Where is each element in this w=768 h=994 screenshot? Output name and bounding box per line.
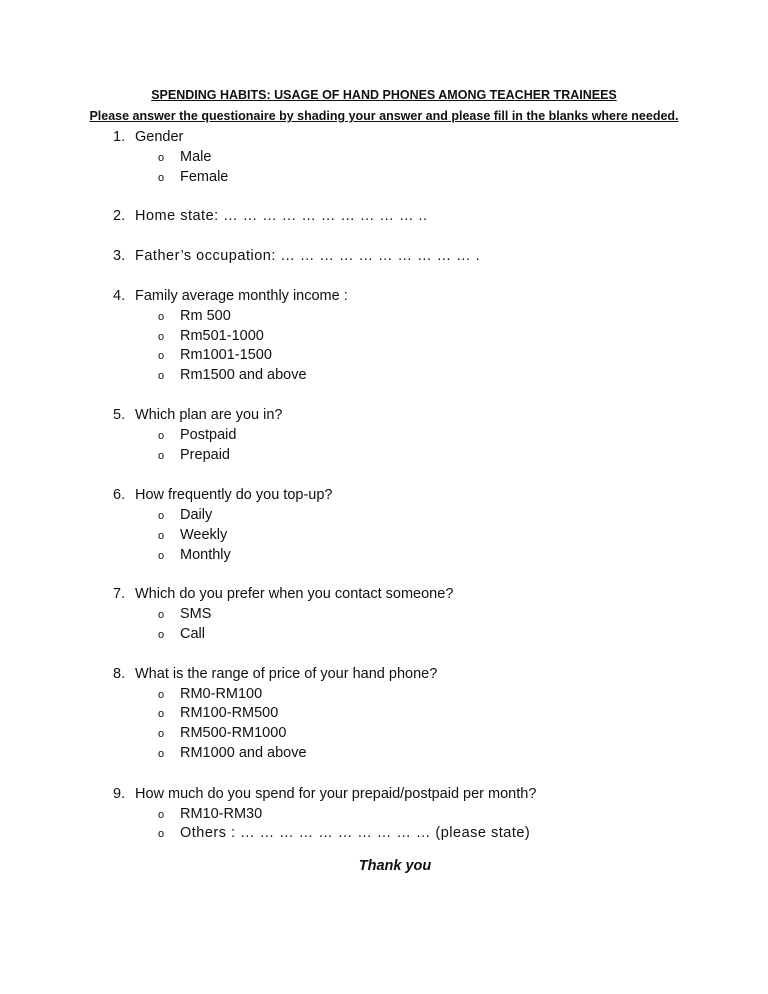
bullet-icon: o <box>158 311 165 323</box>
bullet-icon: o <box>158 629 165 641</box>
question-text: Gender <box>135 129 184 145</box>
bullet-icon: o <box>158 152 165 164</box>
option-label: Monthly <box>180 547 231 563</box>
question-1 <box>113 128 183 146</box>
option-label: Call <box>180 626 205 642</box>
option-female[interactable] <box>158 168 228 187</box>
question-text: Which plan are you in? <box>135 407 283 423</box>
option-sms[interactable] <box>158 605 211 624</box>
option-label: Male <box>180 149 212 165</box>
bullet-icon: o <box>158 450 165 462</box>
option-label: Rm1001-1500 <box>180 347 272 363</box>
option-label: Weekly <box>180 527 228 543</box>
bullet-icon: o <box>158 510 165 522</box>
bullet-icon: o <box>158 609 165 621</box>
question-number: 4. <box>113 288 126 304</box>
bullet-icon: o <box>158 172 165 184</box>
home-state-field[interactable]: Home state: … … … … … … … … … … .. <box>135 208 428 224</box>
bullet-icon: o <box>158 689 165 701</box>
question-text: How frequently do you top-up? <box>135 487 333 503</box>
option-label: RM10-RM30 <box>180 806 263 822</box>
bullet-icon: o <box>158 708 165 720</box>
others-field[interactable]: Others : … … … … … … … … … … (please state) <box>180 825 531 841</box>
option-postpaid[interactable] <box>158 426 236 445</box>
question-text: Which do you prefer when you contact someone? <box>135 586 454 602</box>
question-number: 8. <box>113 666 126 682</box>
question-text: What is the range of price of your hand phone? <box>135 666 438 682</box>
question-number: 7. <box>113 586 126 602</box>
option-label: RM1000 and above <box>180 745 307 761</box>
option-daily[interactable] <box>158 506 212 525</box>
bullet-icon: o <box>158 728 165 740</box>
option-label: RM0-RM100 <box>180 686 263 702</box>
option-rm100-rm500[interactable] <box>158 704 278 723</box>
bullet-icon: o <box>158 350 165 362</box>
question-number: 3. <box>113 248 126 264</box>
option-others[interactable] <box>158 824 530 843</box>
bullet-icon: o <box>158 748 165 760</box>
option-rm500[interactable] <box>158 307 231 326</box>
option-label: Prepaid <box>180 447 230 463</box>
question-number: 6. <box>113 487 126 503</box>
option-prepaid[interactable] <box>158 446 230 465</box>
option-rm500-rm1000[interactable] <box>158 724 286 743</box>
question-text: Family average monthly income : <box>135 288 348 304</box>
option-male[interactable] <box>158 148 211 167</box>
option-label: Postpaid <box>180 427 237 443</box>
document-title: SPENDING HABITS: USAGE OF HAND PHONES AMONG TEACHER TRAINEES <box>151 88 617 102</box>
question-8 <box>113 665 437 683</box>
option-rm1500-above[interactable] <box>158 366 307 385</box>
question-4 <box>113 287 348 305</box>
question-9 <box>113 785 536 803</box>
option-rm10-rm30[interactable] <box>158 805 262 824</box>
question-2[interactable] <box>113 207 428 225</box>
option-rm1001-1500[interactable] <box>158 346 272 365</box>
option-call[interactable] <box>158 625 205 644</box>
bullet-icon: o <box>158 550 165 562</box>
bullet-icon: o <box>158 530 165 542</box>
fathers-occupation-field[interactable]: Father’s occupation: … … … … … … … … … … . <box>135 248 481 264</box>
question-number: 9. <box>113 786 126 802</box>
question-7 <box>113 585 453 603</box>
instructions: Please answer the questionaire by shading your answer and please fill in the blanks where needed. <box>89 109 679 123</box>
bullet-icon: o <box>158 430 165 442</box>
question-6 <box>113 486 333 504</box>
question-number: 2. <box>113 208 126 224</box>
option-weekly[interactable] <box>158 526 227 545</box>
option-label: Daily <box>180 507 213 523</box>
bullet-icon: o <box>158 828 165 840</box>
option-label: Rm 500 <box>180 308 231 324</box>
option-label: Rm1500 and above <box>180 367 307 383</box>
option-rm501-1000[interactable] <box>158 327 264 346</box>
option-label: SMS <box>180 606 212 622</box>
bullet-icon: o <box>158 370 165 382</box>
question-3[interactable] <box>113 247 480 265</box>
closing-thank-you: Thank you <box>358 858 432 874</box>
question-5 <box>113 406 283 424</box>
option-label: RM100-RM500 <box>180 705 279 721</box>
question-number: 1. <box>113 129 126 145</box>
option-rm1000-above[interactable] <box>158 744 307 763</box>
question-number: 5. <box>113 407 126 423</box>
bullet-icon: o <box>158 809 165 821</box>
option-monthly[interactable] <box>158 546 231 565</box>
option-label: RM500-RM1000 <box>180 725 287 741</box>
option-label: Female <box>180 169 229 185</box>
bullet-icon: o <box>158 331 165 343</box>
option-label: Rm501-1000 <box>180 328 264 344</box>
option-rm0-rm100[interactable] <box>158 685 262 704</box>
question-text: How much do you spend for your prepaid/postpaid per month? <box>135 786 537 802</box>
